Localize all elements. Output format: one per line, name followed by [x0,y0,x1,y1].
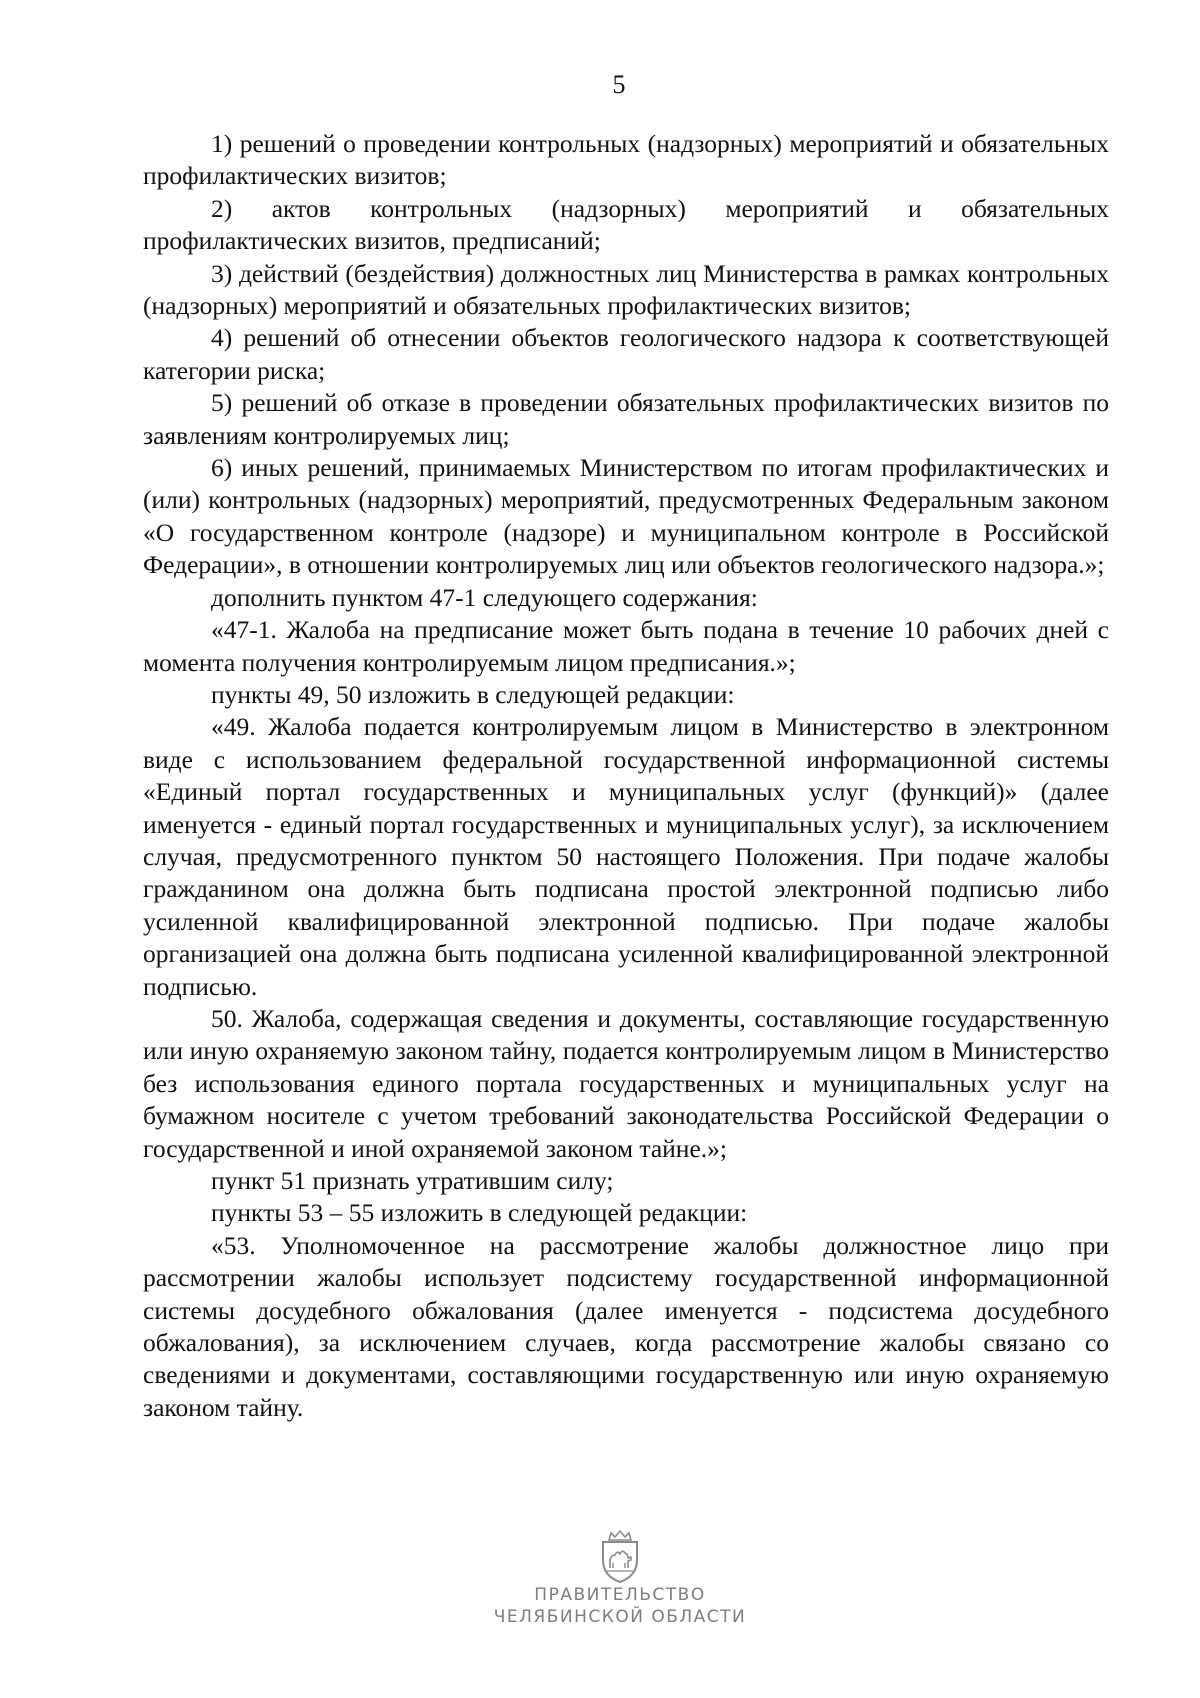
document-body [143,128,1109,1424]
paragraph-item-6: 6) иных решений, принимаемых Министерством по итогам профилактических и (или) контрольных (надзорных) мероприятий, предусмотренных Федеральным законом «О государственном контроле (надзоре) и муниципальном контроле в Российской Федерации», в отношении контролируемых лиц или объектов геологического надзора.»; [143,453,1109,580]
coat-of-arms-icon [597,1530,643,1584]
paragraph-item-2: 2) актов контрольных (надзорных) мероприятий и обязательных профилактических визитов, предписаний; [143,193,1109,256]
paragraph-clause-51: пункт 51 признать утратившим силу; [211,1166,614,1195]
page-number: 5 [612,70,626,99]
paragraph-item-5: 5) решений об отказе в проведении обязательных профилактических визитов по заявлениям контролируемых лиц; [143,388,1109,450]
paragraph-clause-50: 50. Жалоба, содержащая сведения и документы, составляющие государственную или иную охраняемую законом тайну, подается контролируемым лицом в Министерство без использования единого портала государственных и муниципальных услуг на бумажном носителе с учетом требований законодательства Российской Федерации о государственной и иной охраняемой законом тайне.»; [143,1003,1109,1163]
paragraph-amend-47-1: дополнить пунктом 47-1 следующего содержания: [211,582,758,612]
government-stamp [490,1530,750,1650]
paragraph-amend-49-50: пункты 49, 50 изложить в следующей редакции: [211,679,735,709]
paragraph-item-3: 3) действий (бездействия) должностных лиц Министерства в рамках контрольных (надзорных) мероприятий и обязательных профилактических визитов; [143,258,1109,321]
paragraph-item-1: 1) решений о проведении контрольных (надзорных) мероприятий и обязательных профилактических визитов; [143,129,1109,191]
paragraph-clause-53: «53. Уполномоченное на рассмотрение жалобы должностное лицо при рассмотрении жалобы использует подсистему государственной информационной системы досудебного обжалования (далее именуется - подсистема досудебного обжалования), за исключением случаев, когда рассмотрение жалобы связано со сведениями и документами, составляющими государственную или иную охраняемую законом тайну. [143,1230,1109,1422]
paragraph-item-4: 4) решений об отнесении объектов геологического надзора к соответствующей категории риска; [143,323,1109,385]
stamp-line-2: ЧЕЛЯБИНСКОЙ ОБЛАСТИ [493,1607,747,1627]
paragraph-clause-47-1: «47-1. Жалоба на предписание может быть подана в течение 10 рабочих дней с момента получения контролируемым лицом предписания.»; [143,615,1109,677]
paragraph-clause-49: «49. Жалоба подается контролируемым лицом в Министерство в электронном виде с использованием федеральной государственной информационной системы «Единый портал государственных и муниципальных услуг (функций)» (далее именуется - единый портал государственных и муниципальных услуг), за исключением случая, предусмотренного пунктом 50 настоящего Положения. При подаче жалобы гражданином она должна быть подписана простой электронной подписью либо усиленной квалифицированной электронной подписью. При подаче жалобы организацией она должна быть подписана усиленной квалифицированной электронной подписью. [143,712,1109,1001]
paragraph-amend-53-55: пункты 53 – 55 изложить в следующей редакции: [211,1198,748,1228]
stamp-line-1: ПРАВИТЕЛЬСТВО [534,1585,706,1605]
